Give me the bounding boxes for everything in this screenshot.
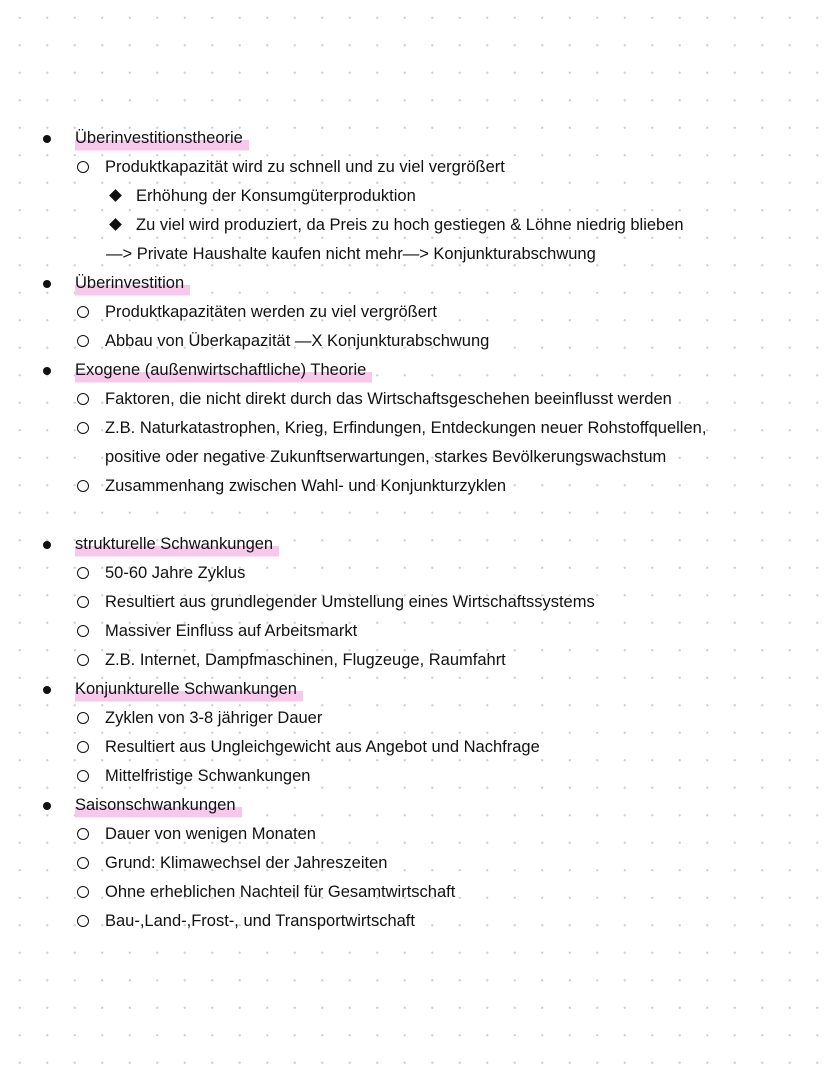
sub-list-item-text: Erhöhung der Konsumgüterproduktion xyxy=(136,187,416,205)
hollow-circle-bullet-icon xyxy=(77,770,89,782)
section-heading: Überinvestitionstheorie xyxy=(75,124,249,153)
list-item xyxy=(0,646,828,675)
filled-circle-bullet-icon xyxy=(43,367,51,375)
sub-list-item-text: Zu viel wird produziert, da Preis zu hoch gestiegen & Löhne niedrig blieben xyxy=(136,216,684,234)
hollow-circle-bullet-icon xyxy=(77,886,89,898)
filled-circle-bullet-icon xyxy=(43,686,51,694)
hollow-circle-bullet-icon xyxy=(77,741,89,753)
section-heading: Konjunkturelle Schwankungen xyxy=(75,675,303,704)
hollow-circle-bullet-icon xyxy=(77,654,89,666)
list-item xyxy=(0,327,828,356)
hollow-circle-bullet-icon xyxy=(77,306,89,318)
list-item xyxy=(0,472,828,501)
heading-row xyxy=(0,124,828,153)
section-heading: Überinvestition xyxy=(75,269,190,298)
list-item-text: Bau-,Land-,Frost-, und Transportwirtschaft xyxy=(105,912,415,930)
list-item-text: Abbau von Überkapazität —X Konjunkturabschwung xyxy=(105,332,490,350)
list-item xyxy=(0,617,828,646)
list-item-text: positive oder negative Zukunftserwartungen, starkes Bevölkerungswachstum xyxy=(105,448,667,466)
hollow-circle-bullet-icon xyxy=(77,857,89,869)
list-item xyxy=(0,385,828,414)
list-item xyxy=(0,878,828,907)
sub-list-item xyxy=(0,182,828,211)
hollow-circle-bullet-icon xyxy=(77,712,89,724)
list-item-text: Dauer von wenigen Monaten xyxy=(105,825,316,843)
list-item xyxy=(0,414,828,443)
list-item xyxy=(0,298,828,327)
list-item-text: Faktoren, die nicht direkt durch das Wirtschaftsgeschehen beeinflusst werden xyxy=(105,390,672,408)
list-item-text: Z.B. Naturkatastrophen, Krieg, Erfindungen, Entdeckungen neuer Rohstoffquellen, xyxy=(105,419,707,437)
filled-diamond-bullet-icon xyxy=(109,218,122,231)
list-item-text: Grund: Klimawechsel der Jahreszeiten xyxy=(105,854,388,872)
list-item xyxy=(0,907,828,936)
hollow-circle-bullet-icon xyxy=(77,335,89,347)
hollow-circle-bullet-icon xyxy=(77,422,89,434)
list-item-text: Zusammenhang zwischen Wahl- und Konjunkturzyklen xyxy=(105,477,507,495)
hollow-circle-bullet-icon xyxy=(77,625,89,637)
heading-row xyxy=(0,356,828,385)
heading-row xyxy=(0,530,828,559)
list-item-text: Zyklen von 3-8 jähriger Dauer xyxy=(105,709,323,727)
hollow-circle-bullet-icon xyxy=(77,596,89,608)
list-item-text: Z.B. Internet, Dampfmaschinen, Flugzeuge, Raumfahrt xyxy=(105,651,506,669)
hollow-circle-bullet-icon xyxy=(77,161,89,173)
section-heading: Exogene (außenwirtschaftliche) Theorie xyxy=(75,356,372,385)
list-item-text: Ohne erheblichen Nachteil für Gesamtwirtschaft xyxy=(105,883,456,901)
list-item-text: Mittelfristige Schwankungen xyxy=(105,767,311,785)
list-item-continuation xyxy=(0,443,828,472)
heading-row xyxy=(0,269,828,298)
filled-circle-bullet-icon xyxy=(43,541,51,549)
filled-circle-bullet-icon xyxy=(43,802,51,810)
spacer xyxy=(0,501,828,530)
filled-circle-bullet-icon xyxy=(43,280,51,288)
list-item-text: Produktkapazitäten werden zu viel vergrößert xyxy=(105,303,437,321)
hollow-circle-bullet-icon xyxy=(77,915,89,927)
filled-diamond-bullet-icon xyxy=(109,189,122,202)
list-item xyxy=(0,559,828,588)
list-item-text: Massiver Einfluss auf Arbeitsmarkt xyxy=(105,622,358,640)
hollow-circle-bullet-icon xyxy=(77,828,89,840)
section-heading: Saisonschwankungen xyxy=(75,791,242,820)
arrow-note-row xyxy=(0,240,828,269)
list-item xyxy=(0,153,828,182)
list-item-text: Produktkapazität wird zu schnell und zu viel vergrößert xyxy=(105,158,505,176)
arrow-note-text: —> Private Haushalte kaufen nicht mehr—> Konjunkturabschwung xyxy=(106,245,596,263)
list-item xyxy=(0,588,828,617)
heading-row xyxy=(0,675,828,704)
list-item xyxy=(0,849,828,878)
section-heading: strukturelle Schwankungen xyxy=(75,530,279,559)
list-item xyxy=(0,704,828,733)
heading-row xyxy=(0,791,828,820)
list-item xyxy=(0,762,828,791)
list-item-text: 50-60 Jahre Zyklus xyxy=(105,564,246,582)
sub-list-item xyxy=(0,211,828,240)
list-item-text: Resultiert aus Ungleichgewicht aus Angebot und Nachfrage xyxy=(105,738,540,756)
note-page xyxy=(0,124,828,936)
list-item xyxy=(0,733,828,762)
hollow-circle-bullet-icon xyxy=(77,393,89,405)
list-item-text: Resultiert aus grundlegender Umstellung eines Wirtschaftssystems xyxy=(105,593,595,611)
filled-circle-bullet-icon xyxy=(43,135,51,143)
hollow-circle-bullet-icon xyxy=(77,480,89,492)
list-item xyxy=(0,820,828,849)
hollow-circle-bullet-icon xyxy=(77,567,89,579)
